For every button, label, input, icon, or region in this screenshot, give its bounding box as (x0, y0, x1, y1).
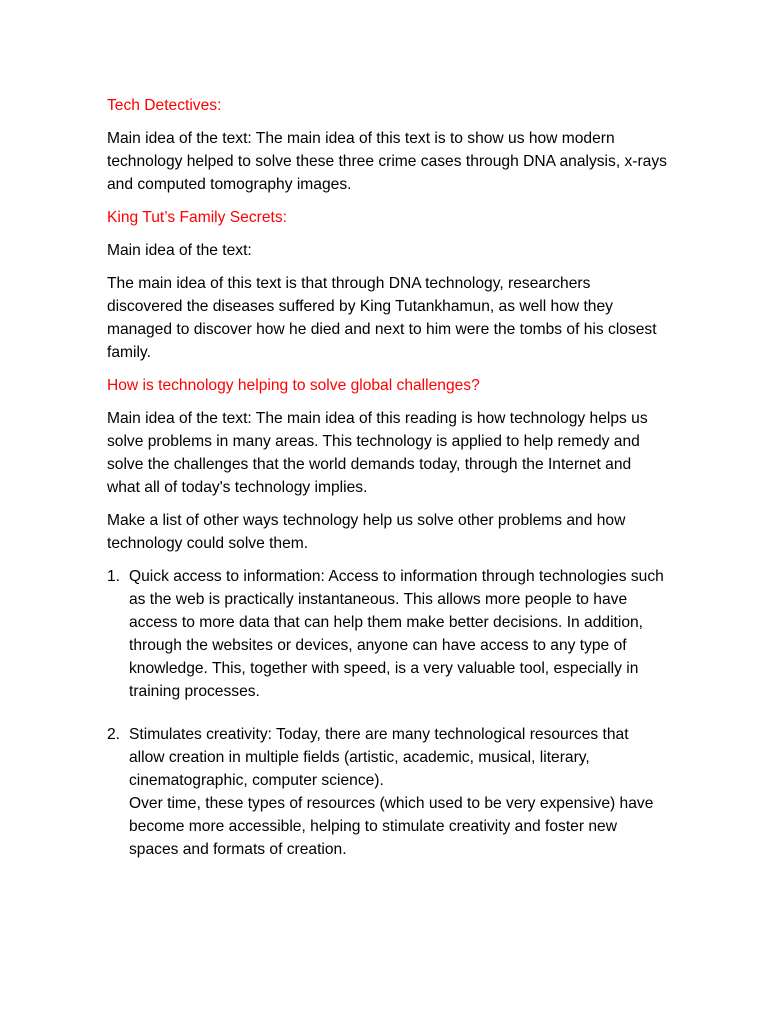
section-heading-global-challenges: How is technology helping to solve global challenges? (107, 377, 480, 394)
list-item-body (129, 723, 667, 861)
list-item-text: Stimulates creativity: Today, there are many technological resources that allow creation in multiple fields (artistic, academic, musical, literary, cinematographic, computer science). (129, 726, 629, 789)
list-item-number: 1. (107, 568, 121, 585)
document-page (107, 94, 667, 861)
list-item (107, 565, 667, 703)
numbered-list (107, 565, 667, 861)
section-paragraph: The main idea of this text is that through DNA technology, researchers discovered the diseases suffered by King Tutankhamun, as well how they managed to discover how he died and next to him were the tombs of his closest family. (107, 275, 657, 361)
section-paragraph: Main idea of the text: (107, 242, 252, 259)
list-item-text: Over time, these types of resources (which used to be very expensive) have become more accessible, helping to stimulate creativity and foster new spaces and formats of creation. (129, 795, 654, 858)
list-item-body (129, 565, 667, 703)
section-paragraph: Main idea of the text: The main idea of this reading is how technology helps us solve problems in many areas. This technology is applied to help remedy and solve the challenges that the world demands today, through the Internet and what all of today's technology implies. (107, 410, 648, 496)
section-paragraph: Make a list of other ways technology help us solve other problems and how technology could solve them. (107, 512, 626, 552)
section-paragraph: Main idea of the text: The main idea of this text is to show us how modern technology helped to solve these three crime cases through DNA analysis, x-rays and computed tomography images. (107, 130, 667, 193)
list-item-text: Quick access to information: Access to information through technologies such as the web is practically instantaneous. This allows more people to have access to more data that can help them make better decisions. In addition, through the websites or devices, anyone can have access to any type of knowledge. This, together with speed, is a very valuable tool, especially in training processes. (129, 568, 664, 700)
section-heading-king-tut: King Tut’s Family Secrets: (107, 209, 287, 226)
list-item-number: 2. (107, 726, 121, 743)
section-heading-tech-detectives: Tech Detectives: (107, 97, 222, 114)
list-item (107, 723, 667, 861)
